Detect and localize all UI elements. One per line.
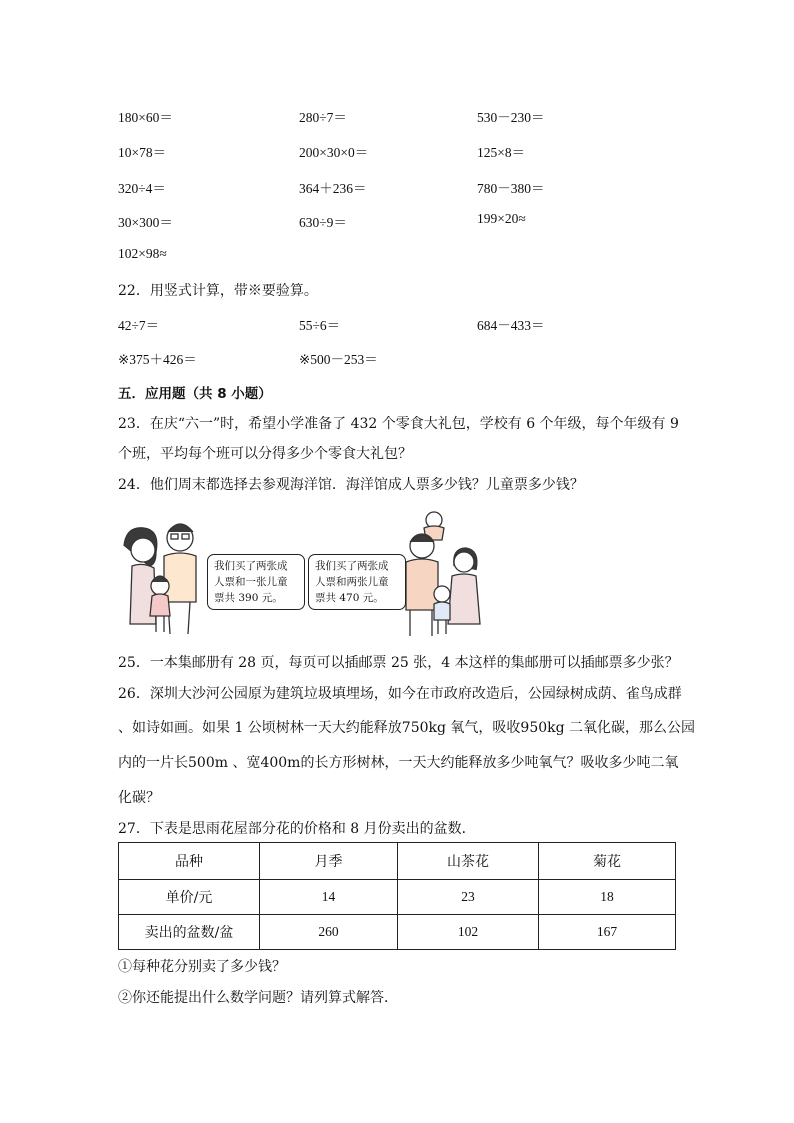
calc-item: 199×20≈ <box>477 211 526 226</box>
table-cell: 260 <box>260 915 398 950</box>
calc-item: 364＋236＝ <box>299 181 367 196</box>
question-26-line: 26．深圳大沙河公园原为建筑垃圾填埋场，如今在市政府改造后，公园绿树成荫、雀鸟成群 <box>118 686 682 702</box>
calc-item: 55÷6＝ <box>299 318 341 333</box>
table-cell: 品种 <box>119 843 260 880</box>
question-26-line: 、如诗如画。如果 1 公顷树林一天大约能释放750kg 氧气，吸收950kg 二氧化碳，那么公园 <box>118 720 696 736</box>
table-cell: 卖出的盆数/盆 <box>119 915 260 950</box>
question-27-sub: ①每种花分别卖了多少钱？ <box>118 959 286 975</box>
section-heading: 五．应用题（共 8 小题） <box>118 386 272 402</box>
question-27-sub: ②你还能提出什么数学问题？请列算式解答． <box>118 990 398 1006</box>
calc-item: 102×98≈ <box>118 246 167 261</box>
table-cell: 山茶花 <box>398 843 539 880</box>
table-cell: 月季 <box>260 843 398 880</box>
table-cell: 102 <box>398 915 539 950</box>
question-27-title: 27．下表是思雨花屋部分花的价格和 8 月份卖出的盆数． <box>118 821 476 837</box>
table-cell: 167 <box>539 915 676 950</box>
family-illustration <box>116 506 484 638</box>
calc-item: ※375＋426＝ <box>118 352 197 367</box>
calc-item: 180×60＝ <box>118 110 173 125</box>
table-cell: 14 <box>260 880 398 915</box>
calc-item: 125×8＝ <box>477 145 526 160</box>
table-cell: 18 <box>539 880 676 915</box>
speech-bubble-right: 我们买了两张成 人票和两张儿童 票共 470 元。 <box>308 554 406 610</box>
calc-item: 780－380＝ <box>477 181 545 196</box>
speech-bubble-left: 我们买了两张成 人票和一张儿童 票共 390 元。 <box>207 554 305 610</box>
question-23-line: 23．在庆“六一”时，希望小学准备了 432 个零食大礼包，学校有 6 个年级，每个年级有 9 <box>118 416 679 432</box>
table-row <box>119 843 676 880</box>
calc-item: 320÷4＝ <box>118 181 166 196</box>
calc-item: 630÷9＝ <box>299 215 347 230</box>
table-row <box>119 915 676 950</box>
question-23-line: 个班，平均每个班可以分得多少个零食大礼包？ <box>118 446 412 462</box>
question-25-text: 25．一本集邮册有 28 页，每页可以插邮票 25 张，4 本这样的集邮册可以插邮票多少张？ <box>118 655 679 671</box>
calc-item: ※500－253＝ <box>299 352 378 367</box>
table-cell: 菊花 <box>539 843 676 880</box>
calc-item: 200×30×0＝ <box>299 145 369 160</box>
question-24-text: 24．他们周末都选择去参观海洋馆．海洋馆成人票多少钱？儿童票多少钱？ <box>118 477 584 493</box>
question-22-title: 22．用竖式计算，带※要验算。 <box>118 283 318 299</box>
calc-item: 280÷7＝ <box>299 110 347 125</box>
table-cell: 23 <box>398 880 539 915</box>
question-26-line: 化碳？ <box>118 790 160 806</box>
calc-item: 684－433＝ <box>477 318 545 333</box>
calc-item: 10×78＝ <box>118 145 167 160</box>
table-cell: 单价/元 <box>119 880 260 915</box>
calc-item: 30×300＝ <box>118 215 173 230</box>
calc-item: 42÷7＝ <box>118 318 160 333</box>
table-row <box>119 880 676 915</box>
question-26-line: 内的一片长500m 、宽400m的长方形树林，一天大约能释放多少吨氧气？吸收多少吨二氧 <box>118 755 679 771</box>
calc-item: 530－230＝ <box>477 110 545 125</box>
flower-table <box>118 842 676 950</box>
